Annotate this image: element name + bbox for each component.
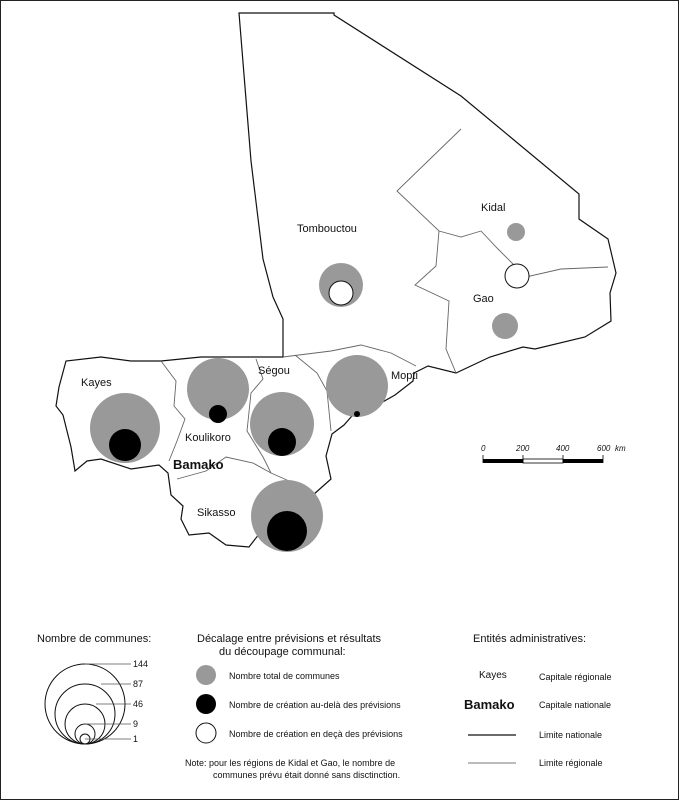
legend-sample-kayes: Kayes (479, 670, 507, 681)
kayes-above-circle (109, 429, 141, 461)
mopti-above-circle (354, 411, 360, 417)
legend-white-swatch (196, 723, 216, 743)
legend-gap-title-1: Décalage entre prévisions et résultats (197, 633, 382, 645)
legend-entity-regional-limit: Limite régionale (539, 758, 603, 768)
label-mopti: Mopti (391, 370, 418, 382)
scale-bar (481, 444, 626, 463)
sikasso-above-circle (267, 511, 307, 551)
legend-size-87: 87 (133, 679, 144, 689)
legend-size-144: 144 (133, 659, 149, 669)
koulikoro-above-circle (209, 405, 227, 423)
label-kidal: Kidal (481, 202, 506, 214)
legend-entities-title: Entités administratives: (473, 633, 587, 645)
scale-tick-600: 600 (597, 444, 611, 453)
legend-gap-title-2: du découpage communal: (219, 646, 346, 658)
kidal-total-circle (507, 223, 525, 241)
legend-note-2: communes prévu était donné sans disctinction. (213, 770, 401, 780)
scale-unit: km (615, 444, 626, 453)
legend-size-1: 1 (133, 734, 139, 744)
map-canvas (1, 1, 678, 799)
legend-entities (464, 633, 612, 768)
legend-gap (185, 633, 403, 780)
label-bamako: Bamako (173, 457, 224, 472)
legend-size (37, 633, 151, 744)
legend-entity-national-capital: Capitale nationale (539, 700, 612, 710)
scale-tick-400: 400 (556, 444, 570, 453)
kidal-gao-below-circle (505, 264, 529, 288)
legend-size-title: Nombre de communes: (37, 633, 152, 645)
legend-note-1: Note: pour les régions de Kidal et Gao, le nombre de (185, 758, 396, 768)
scale-tick-200: 200 (516, 444, 530, 453)
label-gao: Gao (473, 293, 494, 305)
mopti-total-circle (326, 355, 388, 417)
legend-black-swatch (196, 694, 216, 714)
legend-entity-national-limit: Limite nationale (539, 730, 603, 740)
label-segou: Ségou (258, 365, 290, 377)
label-kayes: Kayes (81, 377, 112, 389)
label-sikasso: Sikasso (197, 507, 236, 519)
legend-gap-item-above: Nombre de création au-delà des prévisions (229, 700, 401, 710)
legend-gray-swatch (196, 665, 216, 685)
legend-gap-item-below: Nombre de création en deçà des prévisions (229, 729, 403, 739)
legend-entity-regional-capital: Capitale régionale (539, 672, 612, 682)
scale-tick-0: 0 (481, 444, 486, 453)
label-tombouctou: Tombouctou (297, 223, 357, 235)
gao-total-circle (492, 313, 518, 339)
legend-size-9: 9 (133, 719, 139, 729)
segou-above-circle (268, 428, 296, 456)
legend-size-46: 46 (133, 699, 144, 709)
label-koulikoro: Koulikoro (185, 432, 231, 444)
legend-sample-bamako: Bamako (464, 697, 515, 712)
legend-gap-item-total: Nombre total de communes (229, 671, 340, 681)
tombouctou-below-circle (329, 281, 353, 305)
